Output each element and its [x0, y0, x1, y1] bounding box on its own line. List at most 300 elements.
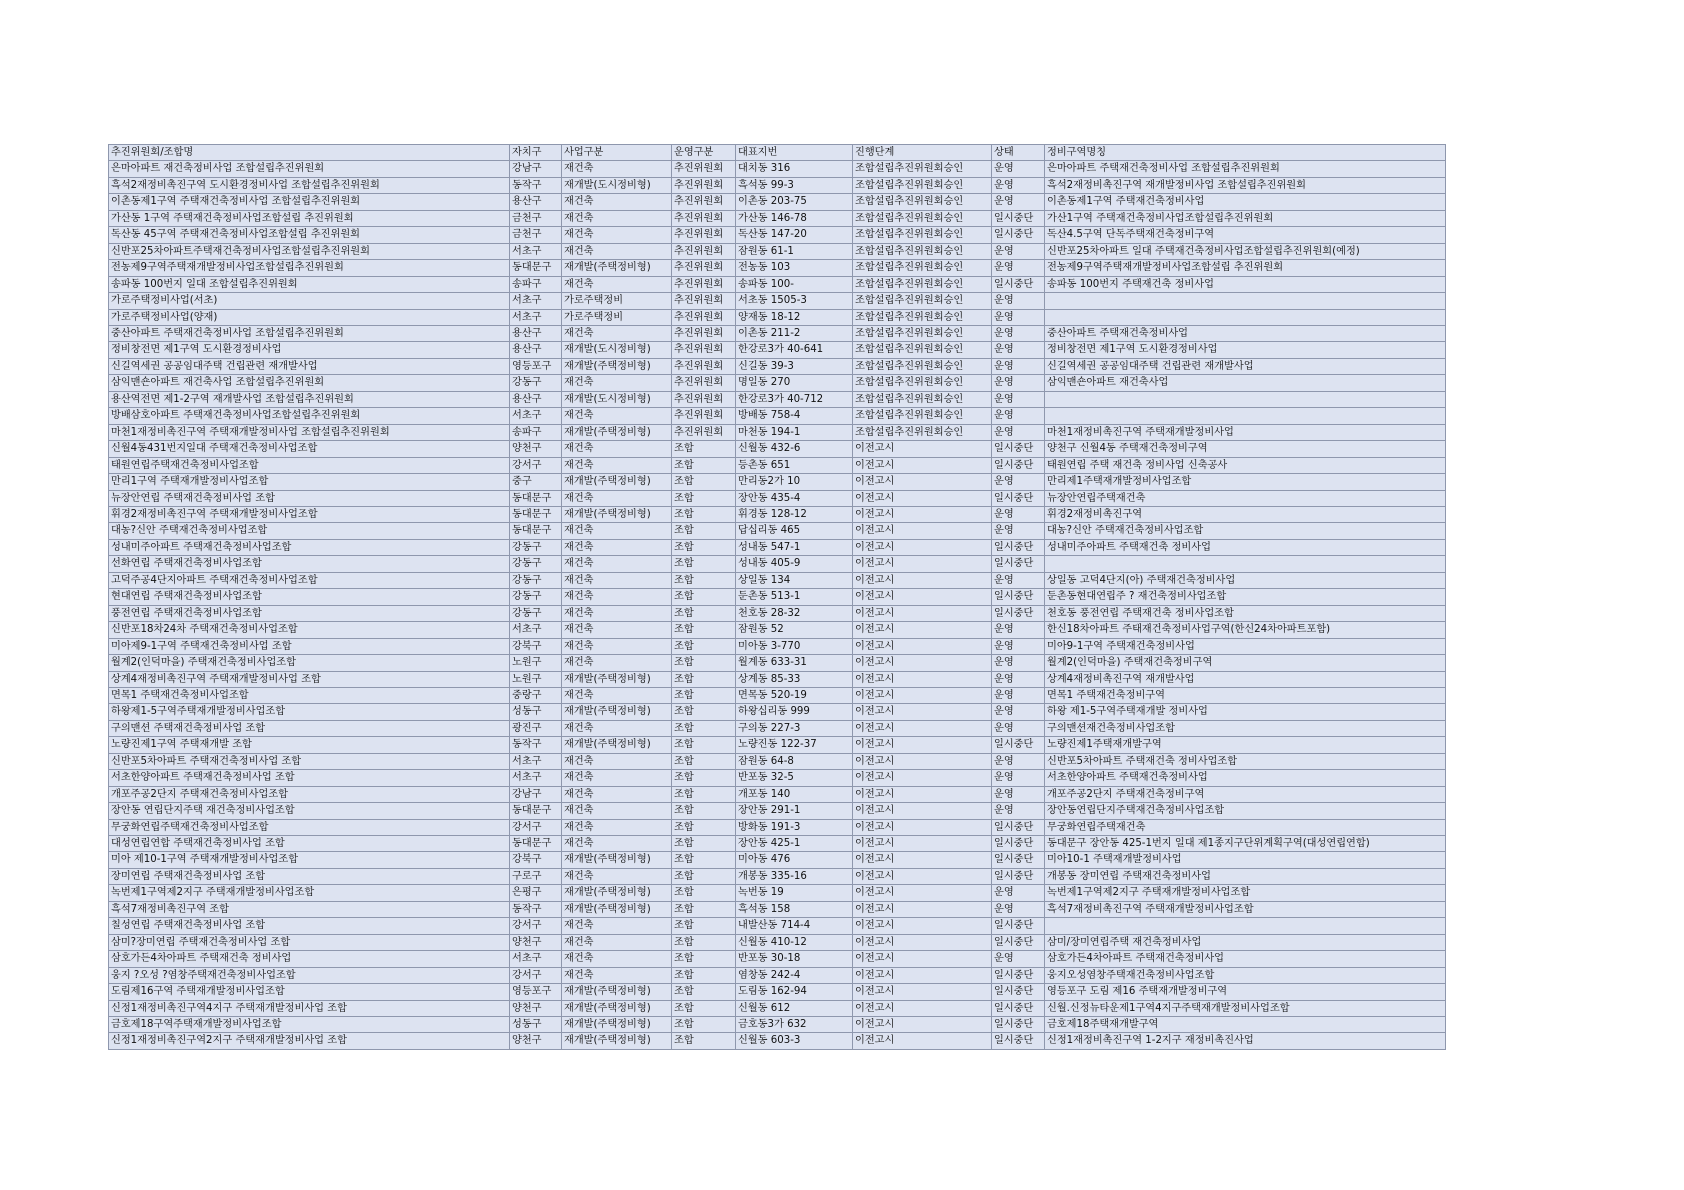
- cell-district: 중구: [510, 474, 562, 490]
- cell-operation-type: 조합: [672, 901, 736, 917]
- cell-progress-stage: 조합설립추진위원회승인: [853, 227, 992, 243]
- cell-operation-type: 조합: [672, 622, 736, 638]
- cell-zone-name: 서초한양아파트 주택재건축정비사업: [1045, 770, 1446, 786]
- table-row: [109, 358, 1446, 374]
- cell-status: 운영: [992, 424, 1045, 440]
- cell-operation-type: 조합: [672, 704, 736, 720]
- cell-progress-stage: 이전고시: [853, 720, 992, 736]
- table-row: [109, 260, 1446, 276]
- cell-operation-type: 조합: [672, 523, 736, 539]
- cell-progress-stage: 이전고시: [853, 506, 992, 522]
- cell-district: 강남구: [510, 161, 562, 177]
- cell-zone-name: 월계2(인덕마을) 주택재건축정비구역: [1045, 655, 1446, 671]
- cell-operation-type: 조합: [672, 934, 736, 950]
- cell-status: 일시중단: [992, 589, 1045, 605]
- cell-progress-stage: 조합설립추진위원회승인: [853, 260, 992, 276]
- cell-zone-name: [1045, 309, 1446, 325]
- cell-progress-stage: 조합설립추진위원회승인: [853, 424, 992, 440]
- cell-operation-type: 추진위원회: [672, 424, 736, 440]
- cell-association-name: 신반포18차24차 주택재건축정비사업조합: [109, 622, 510, 638]
- cell-district: 성동구: [510, 1017, 562, 1033]
- cell-association-name: 대성연립연합 주택재건축정비사업 조합: [109, 836, 510, 852]
- cell-district: 강서구: [510, 457, 562, 473]
- cell-status: 운영: [992, 951, 1045, 967]
- cell-association-name: 서초한양아파트 주택재건축정비사업 조합: [109, 770, 510, 786]
- cell-district: 강서구: [510, 819, 562, 835]
- header-cell-status: 상태: [992, 145, 1045, 161]
- table-row: [109, 161, 1446, 177]
- cell-zone-name: 개봉동 장미연립 주택재건축정비사업: [1045, 868, 1446, 884]
- cell-progress-stage: 이전고시: [853, 934, 992, 950]
- cell-status: 운영: [992, 523, 1045, 539]
- cell-representative-lot: 도림동 162-94: [736, 984, 853, 1000]
- table-row: [109, 457, 1446, 473]
- cell-representative-lot: 반포동 32-5: [736, 770, 853, 786]
- cell-operation-type: 조합: [672, 572, 736, 588]
- table-row: [109, 589, 1446, 605]
- cell-progress-stage: 이전고시: [853, 622, 992, 638]
- cell-project-type: 재건축: [562, 161, 672, 177]
- cell-progress-stage: 이전고시: [853, 441, 992, 457]
- table-row: [109, 539, 1446, 555]
- cell-status: 일시중단: [992, 967, 1045, 983]
- cell-project-type: 재개발(주택정비형): [562, 671, 672, 687]
- cell-operation-type: 조합: [672, 770, 736, 786]
- cell-operation-type: 조합: [672, 638, 736, 654]
- cell-project-type: 재건축: [562, 605, 672, 621]
- cell-project-type: 재건축: [562, 967, 672, 983]
- cell-district: 광진구: [510, 720, 562, 736]
- table-row: [109, 490, 1446, 506]
- cell-association-name: 전농제9구역주택재개발정비사업조합설립추진위원회: [109, 260, 510, 276]
- cell-status: 일시중단: [992, 819, 1045, 835]
- cell-project-type: 재건축: [562, 539, 672, 555]
- cell-operation-type: 조합: [672, 1033, 736, 1049]
- cell-zone-name: 녹번제1구역제2지구 주택재개발정비사업조합: [1045, 885, 1446, 901]
- cell-association-name: 가로주택정비사업(양재): [109, 309, 510, 325]
- table-row: [109, 819, 1446, 835]
- cell-project-type: 재개발(주택정비형): [562, 260, 672, 276]
- table-row: [109, 1000, 1446, 1016]
- cell-project-type: 재건축: [562, 622, 672, 638]
- cell-status: 일시중단: [992, 1033, 1045, 1049]
- cell-operation-type: 조합: [672, 687, 736, 703]
- cell-status: 운영: [992, 177, 1045, 193]
- cell-association-name: 상계4재정비촉진구역 주택재개발정비사업 조합: [109, 671, 510, 687]
- cell-project-type: 재건축: [562, 819, 672, 835]
- cell-representative-lot: 내발산동 714-4: [736, 918, 853, 934]
- cell-project-type: 재건축: [562, 753, 672, 769]
- cell-operation-type: 추진위원회: [672, 161, 736, 177]
- cell-representative-lot: 신월동 603-3: [736, 1033, 853, 1049]
- table-row: [109, 506, 1446, 522]
- cell-project-type: 가로주택정비: [562, 309, 672, 325]
- cell-operation-type: 조합: [672, 918, 736, 934]
- cell-progress-stage: 이전고시: [853, 490, 992, 506]
- cell-status: 운영: [992, 687, 1045, 703]
- cell-status: 운영: [992, 325, 1045, 341]
- cell-association-name: 용산역전면 제1-2구역 재개발사업 조합설립추진위원회: [109, 391, 510, 407]
- cell-status: 운영: [992, 506, 1045, 522]
- cell-district: 강서구: [510, 918, 562, 934]
- cell-representative-lot: 장안동 435-4: [736, 490, 853, 506]
- cell-progress-stage: 이전고시: [853, 539, 992, 555]
- cell-progress-stage: 이전고시: [853, 655, 992, 671]
- cell-representative-lot: 월계동 633-31: [736, 655, 853, 671]
- cell-project-type: 재건축: [562, 720, 672, 736]
- cell-representative-lot: 하왕십리동 999: [736, 704, 853, 720]
- cell-association-name: 신길역세권 공공임대주택 건립관련 재개발사업: [109, 358, 510, 374]
- cell-association-name: 노량진제1구역 주택재개발 조합: [109, 737, 510, 753]
- cell-zone-name: 이촌동제1구역 주택재건축정비사업: [1045, 194, 1446, 210]
- cell-district: 강동구: [510, 539, 562, 555]
- cell-operation-type: 조합: [672, 556, 736, 572]
- table-row: [109, 753, 1446, 769]
- cell-zone-name: 상계4재정비촉진구역 재개발사업: [1045, 671, 1446, 687]
- cell-status: 운영: [992, 572, 1045, 588]
- cell-district: 서초구: [510, 293, 562, 309]
- cell-association-name: 성내미주아파트 주택재건축정비사업조합: [109, 539, 510, 555]
- cell-operation-type: 추진위원회: [672, 309, 736, 325]
- cell-operation-type: 조합: [672, 605, 736, 621]
- cell-district: 서초구: [510, 753, 562, 769]
- table-row: [109, 622, 1446, 638]
- cell-status: 운영: [992, 770, 1045, 786]
- cell-status: 일시중단: [992, 605, 1045, 621]
- cell-operation-type: 조합: [672, 506, 736, 522]
- cell-association-name: 대농?신안 주택재건축정비사업조합: [109, 523, 510, 539]
- table-row: [109, 342, 1446, 358]
- cell-operation-type: 조합: [672, 984, 736, 1000]
- cell-status: 운영: [992, 293, 1045, 309]
- cell-operation-type: 조합: [672, 1000, 736, 1016]
- cell-project-type: 재건축: [562, 638, 672, 654]
- cell-association-name: 은마아파트 재건축정비사업 조합설립추진위원회: [109, 161, 510, 177]
- cell-operation-type: 조합: [672, 951, 736, 967]
- cell-status: 운영: [992, 622, 1045, 638]
- cell-progress-stage: 이전고시: [853, 556, 992, 572]
- cell-district: 동작구: [510, 177, 562, 193]
- cell-project-type: 재개발(주택정비형): [562, 1000, 672, 1016]
- cell-representative-lot: 성내동 547-1: [736, 539, 853, 555]
- cell-operation-type: 추진위원회: [672, 227, 736, 243]
- cell-representative-lot: 양재동 18-12: [736, 309, 853, 325]
- cell-association-name: 장미연립 주택재건축정비사업 조합: [109, 868, 510, 884]
- table-row: [109, 194, 1446, 210]
- cell-association-name: 가산동 1구역 주택재건축정비사업조합설립 추진위원회: [109, 210, 510, 226]
- cell-representative-lot: 장안동 291-1: [736, 803, 853, 819]
- cell-district: 동대문구: [510, 506, 562, 522]
- cell-operation-type: 조합: [672, 868, 736, 884]
- cell-district: 강동구: [510, 605, 562, 621]
- cell-district: 양천구: [510, 934, 562, 950]
- cell-association-name: 송파동 100번지 일대 조합설립추진위원회: [109, 276, 510, 292]
- cell-operation-type: 조합: [672, 852, 736, 868]
- cell-progress-stage: 이전고시: [853, 474, 992, 490]
- cell-project-type: 재개발(주택정비형): [562, 1033, 672, 1049]
- cell-zone-name: 마천1재정비촉진구역 주택재개발정비사업: [1045, 424, 1446, 440]
- cell-project-type: 재개발(주택정비형): [562, 424, 672, 440]
- cell-project-type: 가로주택정비: [562, 293, 672, 309]
- cell-operation-type: 조합: [672, 885, 736, 901]
- table-row: [109, 704, 1446, 720]
- cell-association-name: 금호제18구역주택재개발정비사업조합: [109, 1017, 510, 1033]
- cell-representative-lot: 이촌동 203-75: [736, 194, 853, 210]
- cell-status: 운영: [992, 786, 1045, 802]
- cell-project-type: 재건축: [562, 490, 672, 506]
- cell-representative-lot: 성내동 405-9: [736, 556, 853, 572]
- cell-progress-stage: 조합설립추진위원회승인: [853, 194, 992, 210]
- cell-zone-name: [1045, 391, 1446, 407]
- cell-zone-name: 은마아파트 주택재건축정비사업 조합설립추진위원회: [1045, 161, 1446, 177]
- cell-representative-lot: 면목동 520-19: [736, 687, 853, 703]
- cell-association-name: 삼익맨숀아파트 재건축사업 조합설립추진위원회: [109, 375, 510, 391]
- cell-zone-name: 구의맨션재건축정비사업조합: [1045, 720, 1446, 736]
- table-row: [109, 408, 1446, 424]
- cell-status: 운영: [992, 671, 1045, 687]
- cell-progress-stage: 이전고시: [853, 984, 992, 1000]
- cell-status: 운영: [992, 391, 1045, 407]
- cell-association-name: 삼미?장미연립 주택재건축정비사업 조합: [109, 934, 510, 950]
- cell-district: 강동구: [510, 589, 562, 605]
- cell-representative-lot: 개포동 140: [736, 786, 853, 802]
- cell-progress-stage: 조합설립추진위원회승인: [853, 408, 992, 424]
- cell-zone-name: 상일동 고덕4단지(아) 주택재건축정비사업: [1045, 572, 1446, 588]
- cell-association-name: 흑석2재정비촉진구역 도시환경정비사업 조합설립추진위원회: [109, 177, 510, 193]
- cell-zone-name: 금호제18주택재개발구역: [1045, 1017, 1446, 1033]
- redevelopment-association-table: [108, 144, 1446, 1050]
- cell-progress-stage: 이전고시: [853, 803, 992, 819]
- cell-status: 일시중단: [992, 836, 1045, 852]
- table-row: [109, 984, 1446, 1000]
- cell-district: 영등포구: [510, 358, 562, 374]
- header-cell-operation-type: 운영구분: [672, 145, 736, 161]
- cell-status: 일시중단: [992, 210, 1045, 226]
- cell-progress-stage: 이전고시: [853, 868, 992, 884]
- cell-association-name: 신반포25차아파트주택재건축정비사업조합설립추진위원회: [109, 243, 510, 259]
- table-row: [109, 276, 1446, 292]
- cell-zone-name: 양천구 신월4동 주택재건축정비구역: [1045, 441, 1446, 457]
- cell-operation-type: 조합: [672, 671, 736, 687]
- cell-operation-type: 조합: [672, 967, 736, 983]
- cell-district: 양천구: [510, 441, 562, 457]
- cell-operation-type: 조합: [672, 474, 736, 490]
- cell-status: 일시중단: [992, 457, 1045, 473]
- cell-district: 강서구: [510, 967, 562, 983]
- cell-representative-lot: 천호동 28-32: [736, 605, 853, 621]
- cell-status: 운영: [992, 194, 1045, 210]
- cell-progress-stage: 조합설립추진위원회승인: [853, 358, 992, 374]
- header-cell-district: 자치구: [510, 145, 562, 161]
- cell-representative-lot: 신월동 432-6: [736, 441, 853, 457]
- cell-status: 운영: [992, 161, 1045, 177]
- cell-representative-lot: 서초동 1505-3: [736, 293, 853, 309]
- cell-project-type: 재건축: [562, 276, 672, 292]
- cell-operation-type: 추진위원회: [672, 325, 736, 341]
- cell-zone-name: 휘경2재정비촉진구역: [1045, 506, 1446, 522]
- cell-district: 성동구: [510, 704, 562, 720]
- table-row: [109, 918, 1446, 934]
- cell-district: 노원구: [510, 655, 562, 671]
- cell-project-type: 재건축: [562, 194, 672, 210]
- cell-project-type: 재건축: [562, 934, 672, 950]
- cell-progress-stage: 조합설립추진위원회승인: [853, 391, 992, 407]
- cell-zone-name: [1045, 918, 1446, 934]
- cell-status: 일시중단: [992, 276, 1045, 292]
- cell-zone-name: [1045, 408, 1446, 424]
- cell-representative-lot: 방배동 758-4: [736, 408, 853, 424]
- cell-district: 동대문구: [510, 803, 562, 819]
- cell-association-name: 흑석7재정비촉진구역 조합: [109, 901, 510, 917]
- table-row: [109, 1017, 1446, 1033]
- cell-representative-lot: 방화동 191-3: [736, 819, 853, 835]
- cell-association-name: 이촌동제1구역 주택재건축정비사업 조합설립추진위원회: [109, 194, 510, 210]
- table-row: [109, 309, 1446, 325]
- cell-operation-type: 조합: [672, 786, 736, 802]
- cell-progress-stage: 조합설립추진위원회승인: [853, 210, 992, 226]
- cell-district: 동대문구: [510, 523, 562, 539]
- cell-project-type: 재건축: [562, 375, 672, 391]
- cell-association-name: 개포주공2단지 주택재건축정비사업조합: [109, 786, 510, 802]
- cell-project-type: 재건축: [562, 572, 672, 588]
- header-cell-association-name: 추진위원회/조합명: [109, 145, 510, 161]
- cell-district: 동대문구: [510, 836, 562, 852]
- table-row: [109, 293, 1446, 309]
- table-row: [109, 605, 1446, 621]
- cell-project-type: 재건축: [562, 210, 672, 226]
- cell-status: 운영: [992, 408, 1045, 424]
- cell-zone-name: 미아9-1구역 주택재건축정비사업: [1045, 638, 1446, 654]
- cell-association-name: 장안동 연립단지주택 재건축정비사업조합: [109, 803, 510, 819]
- cell-project-type: 재개발(주택정비형): [562, 852, 672, 868]
- cell-progress-stage: 조합설립추진위원회승인: [853, 243, 992, 259]
- cell-project-type: 재건축: [562, 523, 672, 539]
- cell-project-type: 재개발(주택정비형): [562, 984, 672, 1000]
- cell-status: 일시중단: [992, 441, 1045, 457]
- cell-progress-stage: 조합설립추진위원회승인: [853, 276, 992, 292]
- cell-status: 일시중단: [992, 984, 1045, 1000]
- cell-progress-stage: 이전고시: [853, 1000, 992, 1016]
- cell-operation-type: 조합: [672, 655, 736, 671]
- cell-district: 양천구: [510, 1033, 562, 1049]
- cell-operation-type: 추진위원회: [672, 210, 736, 226]
- table-row: [109, 325, 1446, 341]
- cell-representative-lot: 노량진동 122-37: [736, 737, 853, 753]
- cell-project-type: 재건축: [562, 243, 672, 259]
- table-row: [109, 836, 1446, 852]
- cell-status: 운영: [992, 243, 1045, 259]
- cell-progress-stage: 조합설립추진위원회승인: [853, 325, 992, 341]
- cell-district: 서초구: [510, 770, 562, 786]
- table-row: [109, 852, 1446, 868]
- cell-zone-name: 송파동 100번지 주택재건축 정비사업: [1045, 276, 1446, 292]
- table-row: [109, 375, 1446, 391]
- cell-district: 용산구: [510, 325, 562, 341]
- cell-zone-name: 독산4.5구역 단독주택재건축정비구역: [1045, 227, 1446, 243]
- cell-zone-name: 흑석2재정비촉진구역 재개발정비사업 조합설립추진위원회: [1045, 177, 1446, 193]
- cell-association-name: 도림제16구역 주택재개발정비사업조합: [109, 984, 510, 1000]
- table-row: [109, 441, 1446, 457]
- cell-operation-type: 조합: [672, 836, 736, 852]
- table-row: [109, 737, 1446, 753]
- cell-status: 운영: [992, 901, 1045, 917]
- cell-status: 운영: [992, 704, 1045, 720]
- cell-status: 일시중단: [992, 490, 1045, 506]
- cell-progress-stage: 이전고시: [853, 770, 992, 786]
- cell-representative-lot: 잠원동 52: [736, 622, 853, 638]
- cell-district: 송파구: [510, 424, 562, 440]
- cell-association-name: 월계2(인덕마을) 주택재건축정비사업조합: [109, 655, 510, 671]
- cell-operation-type: 조합: [672, 441, 736, 457]
- cell-progress-stage: 이전고시: [853, 523, 992, 539]
- cell-status: 일시중단: [992, 852, 1045, 868]
- cell-zone-name: 천호동 풍전연립 주택재건축 정비사업조합: [1045, 605, 1446, 621]
- cell-association-name: 정비창전면 제1구역 도시환경정비사업: [109, 342, 510, 358]
- cell-zone-name: 신정1재정비촉진구역 1-2지구 재정비촉진사업: [1045, 1033, 1446, 1049]
- table-row: [109, 243, 1446, 259]
- cell-association-name: 풍전연립 주택재건축정비사업조합: [109, 605, 510, 621]
- cell-progress-stage: 이전고시: [853, 885, 992, 901]
- cell-operation-type: 추진위원회: [672, 293, 736, 309]
- cell-project-type: 재건축: [562, 786, 672, 802]
- cell-project-type: 재개발(도시정비형): [562, 177, 672, 193]
- cell-project-type: 재건축: [562, 951, 672, 967]
- cell-project-type: 재개발(주택정비형): [562, 737, 672, 753]
- cell-project-type: 재건축: [562, 457, 672, 473]
- cell-progress-stage: 이전고시: [853, 918, 992, 934]
- cell-district: 용산구: [510, 342, 562, 358]
- cell-representative-lot: 흑석동 99-3: [736, 177, 853, 193]
- cell-district: 동작구: [510, 737, 562, 753]
- cell-project-type: 재개발(주택정비형): [562, 704, 672, 720]
- cell-status: 일시중단: [992, 868, 1045, 884]
- cell-status: 운영: [992, 342, 1045, 358]
- cell-operation-type: 조합: [672, 737, 736, 753]
- cell-zone-name: 삼호가든4차아파트 주택재건축정비사업: [1045, 951, 1446, 967]
- cell-representative-lot: 명일동 270: [736, 375, 853, 391]
- cell-status: 운영: [992, 638, 1045, 654]
- cell-progress-stage: 이전고시: [853, 852, 992, 868]
- table-row: [109, 391, 1446, 407]
- cell-project-type: 재건축: [562, 589, 672, 605]
- table-row: [109, 885, 1446, 901]
- cell-zone-name: 신월.신정뉴타운제1구역4지구주택재개발정비사업조합: [1045, 1000, 1446, 1016]
- cell-project-type: 재개발(주택정비형): [562, 885, 672, 901]
- table-row: [109, 655, 1446, 671]
- table-row: [109, 210, 1446, 226]
- cell-operation-type: 조합: [672, 539, 736, 555]
- cell-representative-lot: 독산동 147-20: [736, 227, 853, 243]
- cell-district: 강북구: [510, 852, 562, 868]
- cell-zone-name: 둔촌동현대연립주 ? 재건축정비사업조합: [1045, 589, 1446, 605]
- header-cell-project-type: 사업구분: [562, 145, 672, 161]
- table-row: [109, 556, 1446, 572]
- cell-status: 운영: [992, 803, 1045, 819]
- cell-association-name: 방배삼호아파트 주택재건축정비사업조합설립추진위원회: [109, 408, 510, 424]
- cell-representative-lot: 전농동 103: [736, 260, 853, 276]
- cell-zone-name: 신반포25차아파트 일대 주택재건축정비사업조합설립추진위원회(예정): [1045, 243, 1446, 259]
- cell-association-name: 고덕주공4단지아파트 주택재건축정비사업조합: [109, 572, 510, 588]
- cell-operation-type: 조합: [672, 490, 736, 506]
- cell-representative-lot: 가산동 146-78: [736, 210, 853, 226]
- cell-association-name: 웅지 ?오성 ?염창주택재건축정비사업조합: [109, 967, 510, 983]
- cell-zone-name: 하왕 제1-5구역주택재개발 정비사업: [1045, 704, 1446, 720]
- cell-status: 운영: [992, 753, 1045, 769]
- cell-district: 중랑구: [510, 687, 562, 703]
- cell-status: 운영: [992, 375, 1045, 391]
- cell-district: 구로구: [510, 868, 562, 884]
- cell-representative-lot: 대치동 316: [736, 161, 853, 177]
